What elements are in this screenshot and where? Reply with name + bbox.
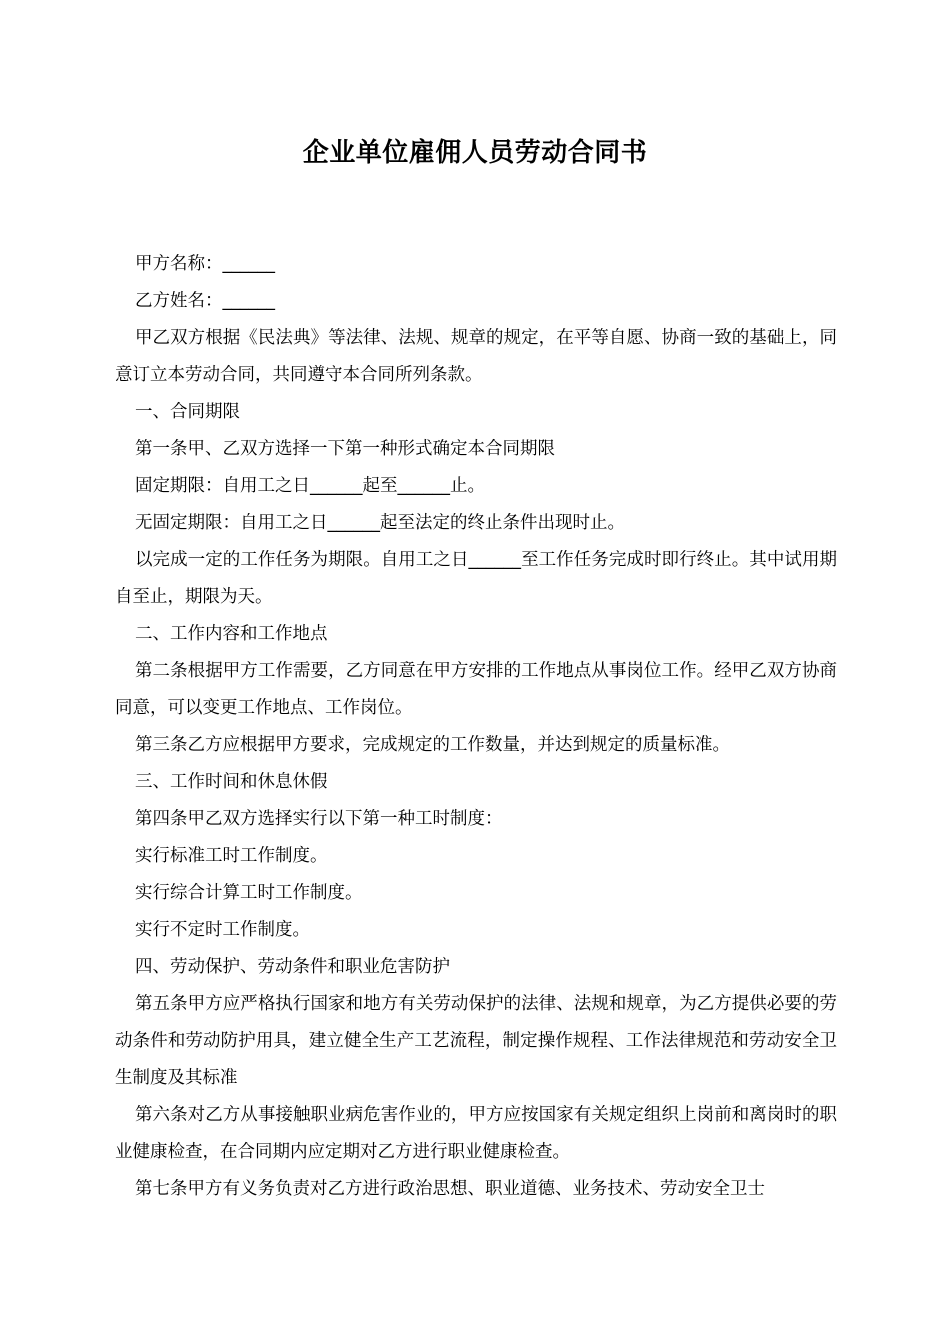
article-6: 第六条对乙方从事接触职业病危害作业的，甲方应按国家有关规定组织上岗前和离岗时的职业健康检查，在合同期内应定期对乙方进行职业健康检查。 — [115, 1105, 837, 1162]
preamble-paragraph: 甲乙双方根据《民法典》等法律、法规、规章的规定，在平等自愿、协商一致的基础上，同意订立本劳动合同，共同遵守本合同所列条款。 — [115, 328, 837, 385]
article-2: 第二条根据甲方工作需要，乙方同意在甲方安排的工作地点从事岗位工作。经甲乙双方协商同意，可以变更工作地点、工作岗位。 — [115, 661, 837, 718]
article-5: 第五条甲方应严格执行国家和地方有关劳动保护的法律、法规和规章，为乙方提供必要的劳动条件和劳动防护用具，建立健全生产工艺流程，制定操作规程、工作法律规范和劳动安全卫生制度及其标准 — [115, 994, 837, 1088]
section-heading-4: 四、劳动保护、劳动条件和职业危害防护 — [135, 957, 450, 977]
article-7: 第七条甲方有义务负责对乙方进行政治思想、职业道德、业务技术、劳动安全卫士 — [135, 1179, 765, 1199]
document-title: 企业单位雇佣人员劳动合同书 — [302, 138, 648, 168]
party-a-name-line: 甲方名称：______ — [135, 254, 275, 274]
standard-hours-option: 实行标准工时工作制度。 — [135, 846, 328, 866]
flexible-hours-option: 实行不定时工作制度。 — [135, 920, 310, 940]
comprehensive-hours-option: 实行综合计算工时工作制度。 — [135, 883, 363, 903]
section-heading-2: 二、工作内容和工作地点 — [135, 624, 328, 644]
fixed-term-option: 固定期限：自用工之日______起至______止。 — [135, 476, 485, 496]
article-4: 第四条甲乙双方选择实行以下第一种工时制度： — [135, 809, 503, 829]
document-body — [115, 246, 837, 1208]
task-term-option: 以完成一定的工作任务为期限。自用工之日______至工作任务完成时即行终止。其中试用期自至止，期限为天。 — [115, 550, 837, 607]
section-heading-1: 一、合同期限 — [135, 402, 240, 422]
article-3: 第三条乙方应根据甲方要求，完成规定的工作数量，并达到规定的质量标准。 — [135, 735, 730, 755]
section-heading-3: 三、工作时间和休息休假 — [135, 772, 328, 792]
party-b-name-line: 乙方姓名：______ — [135, 291, 275, 311]
article-1: 第一条甲、乙双方选择一下第一种形式确定本合同期限 — [135, 439, 555, 459]
open-term-option: 无固定期限：自用工之日______起至法定的终止条件出现时止。 — [135, 513, 625, 533]
